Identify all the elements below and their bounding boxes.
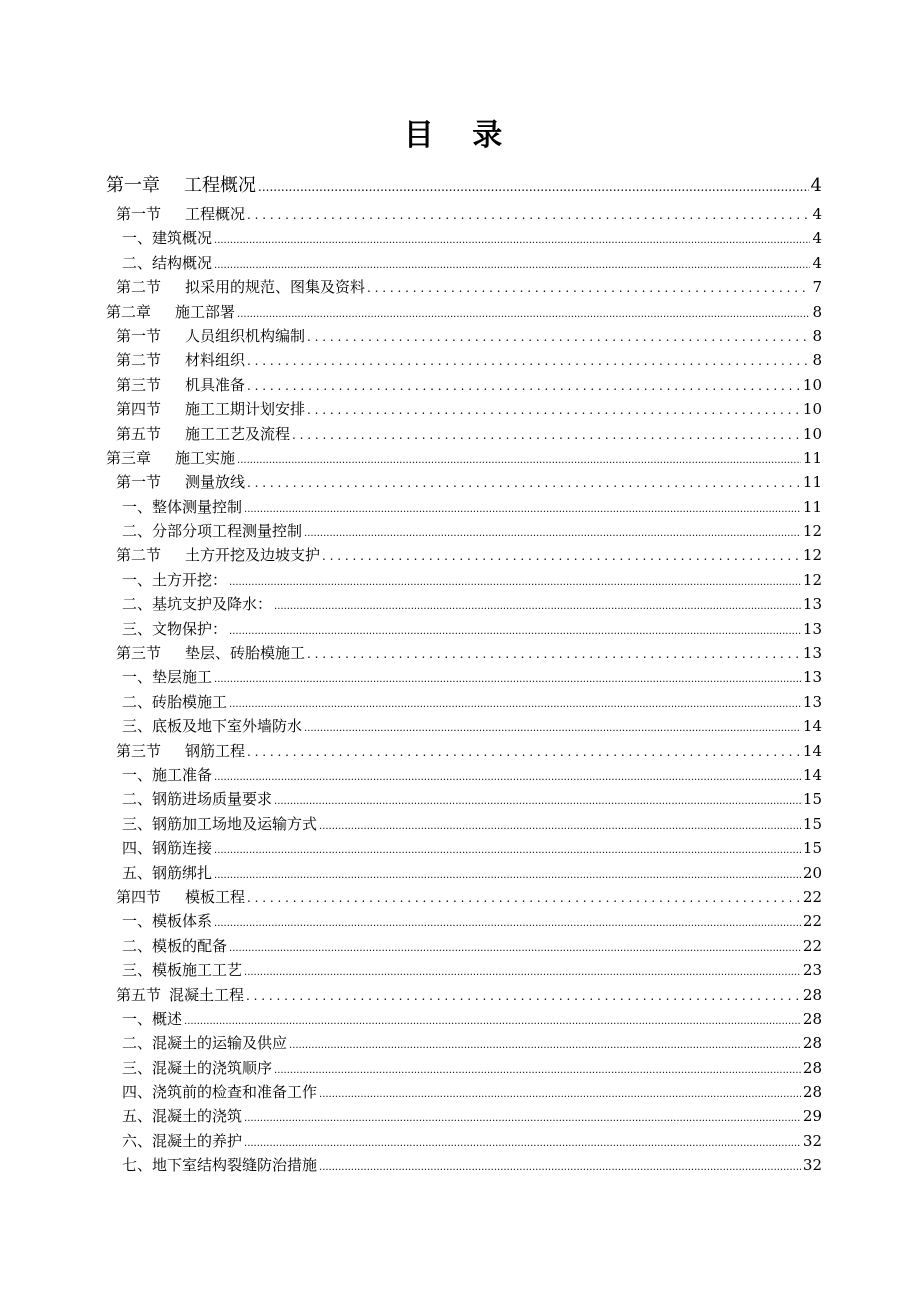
toc-entry[interactable] [106, 373, 822, 397]
toc-leader-dots [319, 1080, 801, 1107]
toc-entry-label: 第三节 [116, 644, 162, 663]
toc-page-number: 13 [802, 595, 822, 614]
toc-entry-text: 三、模板施工工艺 [122, 961, 243, 980]
toc-page-number: 8 [812, 351, 822, 370]
toc-entry[interactable] [106, 1031, 822, 1055]
toc-entry-label: 第二章 [106, 302, 152, 321]
toc-entry[interactable] [106, 641, 822, 665]
toc-entry-label: 第二节 [116, 546, 162, 565]
toc-page-number: 15 [802, 839, 822, 858]
toc-page-number: 14 [802, 717, 822, 736]
toc-leader-dots [184, 1007, 801, 1034]
toc-entry-text: 钢筋工程 [185, 741, 246, 760]
toc-entry[interactable] [106, 397, 822, 421]
toc-leader-dots [247, 348, 810, 373]
toc-entry[interactable] [106, 1080, 822, 1104]
toc-entry-text: 二、基坑支护及降水： [122, 595, 273, 614]
toc-leader-dots [289, 1031, 801, 1058]
toc-entry[interactable] [106, 300, 822, 324]
toc-entry[interactable] [106, 1056, 822, 1080]
toc-entry-text: 施工工艺及流程 [185, 424, 291, 443]
toc-entry-text: 材料组织 [185, 351, 246, 370]
toc-entry-label: 第一节 [116, 326, 162, 345]
toc-entry[interactable] [106, 1007, 822, 1031]
toc-entry-text: 二、模板的配备 [122, 936, 228, 955]
toc-entry-text: 六、混凝土的养护 [122, 1131, 243, 1150]
toc-entry[interactable] [106, 495, 822, 519]
toc-leader-dots [246, 983, 801, 1008]
toc-leader-dots [244, 1129, 801, 1156]
toc-entry-text: 二、砖胎模施工 [122, 692, 228, 711]
toc-leader-dots [214, 763, 801, 790]
toc-entry-text: 一、土方开挖： [122, 570, 228, 589]
toc-page-number: 28 [802, 1034, 822, 1053]
toc-page-number: 10 [802, 375, 822, 394]
toc-leader-dots [258, 170, 809, 203]
toc-page-number: 13 [802, 619, 822, 638]
toc-entry-text: 二、钢筋进场质量要求 [122, 790, 273, 809]
toc-entry-text: 人员组织机构编制 [185, 326, 306, 345]
toc-page-number: 28 [802, 1058, 822, 1077]
toc-page-number: 32 [802, 1131, 822, 1150]
toc-entry[interactable] [106, 543, 822, 567]
toc-entry[interactable] [106, 1153, 822, 1177]
toc-leader-dots [319, 812, 801, 839]
toc-entry[interactable] [106, 592, 822, 616]
toc-entry-label: 第四节 [116, 887, 162, 906]
toc-entry-label: 第三节 [116, 375, 162, 394]
toc-entry-label: 第一章 [106, 175, 160, 196]
toc-page-number: 10 [802, 400, 822, 419]
toc-leader-dots [229, 934, 801, 961]
toc-page-number: 13 [802, 692, 822, 711]
toc-entry-text: 一、整体测量控制 [122, 497, 243, 516]
toc-entry[interactable] [106, 519, 822, 543]
toc-leader-dots [229, 690, 801, 717]
toc-entry-text: 三、文物保护： [122, 619, 228, 638]
toc-page-number: 22 [802, 912, 822, 931]
toc-entry-text: 二、结构概况 [122, 253, 213, 272]
toc-entry-text: 机具准备 [185, 375, 246, 394]
toc-leader-dots [214, 861, 801, 888]
toc-page-number: 22 [802, 936, 822, 955]
toc-entry[interactable] [106, 1129, 822, 1153]
toc-entry-text: 二、混凝土的运输及供应 [122, 1034, 288, 1053]
toc-entry[interactable] [106, 763, 822, 787]
toc-page-number: 15 [802, 814, 822, 833]
toc-page-number: 32 [802, 1156, 822, 1175]
toc-page-number: 10 [802, 424, 822, 443]
toc-entry-text: 三、混凝土的浇筑顺序 [122, 1058, 273, 1077]
toc-entry-text: 五、混凝土的浇筑 [122, 1107, 243, 1126]
toc-leader-dots [244, 1104, 801, 1131]
toc-page-number: 29 [802, 1107, 822, 1126]
toc-entry-text: 垫层、砖胎模施工 [185, 644, 306, 663]
toc-leader-dots [319, 1153, 801, 1180]
toc-page-number: 20 [802, 863, 822, 882]
toc-leader-dots [307, 641, 801, 666]
toc-entry[interactable] [106, 226, 822, 250]
toc-entry-text: 五、钢筋绑扎 [122, 863, 213, 882]
toc-entry[interactable] [106, 812, 822, 836]
toc-page-number: 4 [812, 205, 822, 223]
toc-entry[interactable] [106, 861, 822, 885]
page-title: 目 录 [403, 118, 517, 153]
toc-page-number: 4 [812, 229, 822, 248]
toc-entry[interactable] [106, 324, 822, 348]
toc-entry[interactable] [106, 690, 822, 714]
toc-page-number: 13 [802, 668, 822, 687]
toc-entry[interactable] [106, 739, 822, 763]
toc-entry-text: 一、模板体系 [122, 912, 213, 931]
toc-entry[interactable] [106, 1104, 822, 1128]
toc-entry[interactable] [106, 617, 822, 641]
toc-leader-dots [214, 226, 810, 253]
toc-entry[interactable] [106, 934, 822, 958]
toc-entry[interactable] [106, 170, 822, 202]
toc-entry-text: 七、地下室结构裂缝防治措施 [122, 1156, 318, 1175]
toc-page-number: 12 [802, 570, 822, 589]
toc-entry-label: 第四节 [116, 400, 162, 419]
toc-page-number: 14 [802, 765, 822, 784]
toc-leader-dots [247, 373, 801, 398]
toc-entry-label: 第五节 [116, 985, 162, 1004]
toc-leader-dots [247, 739, 801, 764]
toc-entry[interactable] [106, 446, 822, 470]
toc-entry-text: 一、施工准备 [122, 765, 213, 784]
toc-entry[interactable] [106, 348, 822, 372]
toc-leader-dots [247, 470, 801, 495]
toc-entry-text: 施工工期计划安排 [185, 400, 306, 419]
toc-entry-text: 测量放线 [185, 473, 246, 492]
toc-entry-label: 第一节 [116, 473, 162, 492]
toc-leader-dots [214, 909, 801, 936]
toc-list [106, 170, 822, 1178]
toc-entry-text: 三、底板及地下室外墙防水 [122, 717, 303, 736]
toc-entry[interactable] [106, 470, 822, 494]
toc-page-number: 8 [812, 326, 822, 345]
toc-entry-text: 二、分部分项工程测量控制 [122, 522, 303, 541]
toc-entry-text: 四、钢筋连接 [122, 839, 213, 858]
toc-page-number: 13 [802, 644, 822, 663]
toc-page-number: 11 [802, 448, 822, 467]
toc-page-number: 23 [802, 961, 822, 980]
toc-entry[interactable] [106, 275, 822, 299]
toc-entry[interactable] [106, 787, 822, 811]
toc-leader-dots [367, 275, 810, 300]
toc-entry-label: 第五节 [116, 424, 162, 443]
toc-entry-label: 第二节 [116, 351, 162, 370]
toc-entry-text: 拟采用的规范、图集及资料 [185, 278, 366, 297]
toc-page-number: 28 [802, 985, 822, 1004]
toc-leader-dots [214, 251, 810, 278]
toc-leader-dots [244, 958, 801, 985]
toc-leader-dots [322, 543, 801, 568]
toc-leader-dots [274, 1056, 801, 1083]
toc-entry[interactable] [106, 983, 822, 1007]
toc-leader-dots [247, 885, 801, 910]
toc-entry[interactable] [106, 202, 822, 226]
toc-entry[interactable] [106, 714, 822, 738]
toc-page-number: 11 [802, 497, 822, 516]
toc-entry-text: 土方开挖及边坡支护 [185, 546, 321, 565]
toc-entry-label: 第三章 [106, 448, 152, 467]
toc-entry[interactable] [106, 568, 822, 592]
toc-leader-dots [304, 519, 801, 546]
toc-page-number: 14 [802, 741, 822, 760]
toc-entry[interactable] [106, 836, 822, 860]
toc-entry[interactable] [106, 665, 822, 689]
toc-leader-dots [244, 495, 801, 522]
toc-entry-text: 三、钢筋加工场地及运输方式 [122, 814, 318, 833]
toc-entry-text: 一、垫层施工 [122, 668, 213, 687]
toc-entry-text: 四、浇筑前的检查和准备工作 [122, 1083, 318, 1102]
toc-leader-dots [247, 202, 810, 227]
toc-page-number: 22 [802, 887, 822, 906]
toc-page-number: 11 [802, 473, 822, 492]
toc-page-number: 4 [810, 175, 822, 196]
toc-leader-dots [214, 665, 801, 692]
toc-entry-text: 工程概况 [185, 205, 246, 223]
toc-page-number: 28 [802, 1083, 822, 1102]
toc-entry-text: 一、建筑概况 [122, 229, 213, 248]
toc-leader-dots [274, 787, 801, 814]
toc-leader-dots [307, 324, 810, 349]
toc-leader-dots [274, 592, 801, 619]
toc-entry-text: 混凝土工程 [169, 985, 245, 1004]
toc-page-number: 4 [812, 253, 822, 272]
toc-page-number: 12 [802, 522, 822, 541]
toc-entry-label: 第一节 [116, 205, 162, 223]
toc-leader-dots [229, 617, 801, 644]
toc-entry[interactable] [106, 958, 822, 982]
toc-leader-dots [237, 446, 801, 473]
toc-leader-dots [237, 300, 810, 327]
toc-entry[interactable] [106, 251, 822, 275]
toc-page-number: 28 [802, 1009, 822, 1028]
toc-entry[interactable] [106, 909, 822, 933]
toc-page-number: 7 [812, 278, 822, 297]
toc-entry-text: 模板工程 [185, 887, 246, 906]
toc-entry[interactable] [106, 885, 822, 909]
toc-entry-label: 第二节 [116, 278, 162, 297]
toc-leader-dots [292, 422, 801, 447]
toc-leader-dots [214, 836, 801, 863]
toc-entry-text: 工程概况 [184, 175, 256, 196]
toc-leader-dots [304, 714, 801, 741]
toc-page-number: 8 [812, 302, 822, 321]
toc-leader-dots [229, 568, 801, 595]
toc-entry-text: 施工部署 [175, 302, 236, 321]
toc-entry-label: 第三节 [116, 741, 162, 760]
toc-entry[interactable] [106, 422, 822, 446]
toc-page-number: 12 [802, 546, 822, 565]
toc-entry-text: 施工实施 [175, 448, 236, 467]
toc-leader-dots [307, 397, 801, 422]
toc-page-number: 15 [802, 790, 822, 809]
toc-entry-text: 一、概述 [122, 1009, 183, 1028]
